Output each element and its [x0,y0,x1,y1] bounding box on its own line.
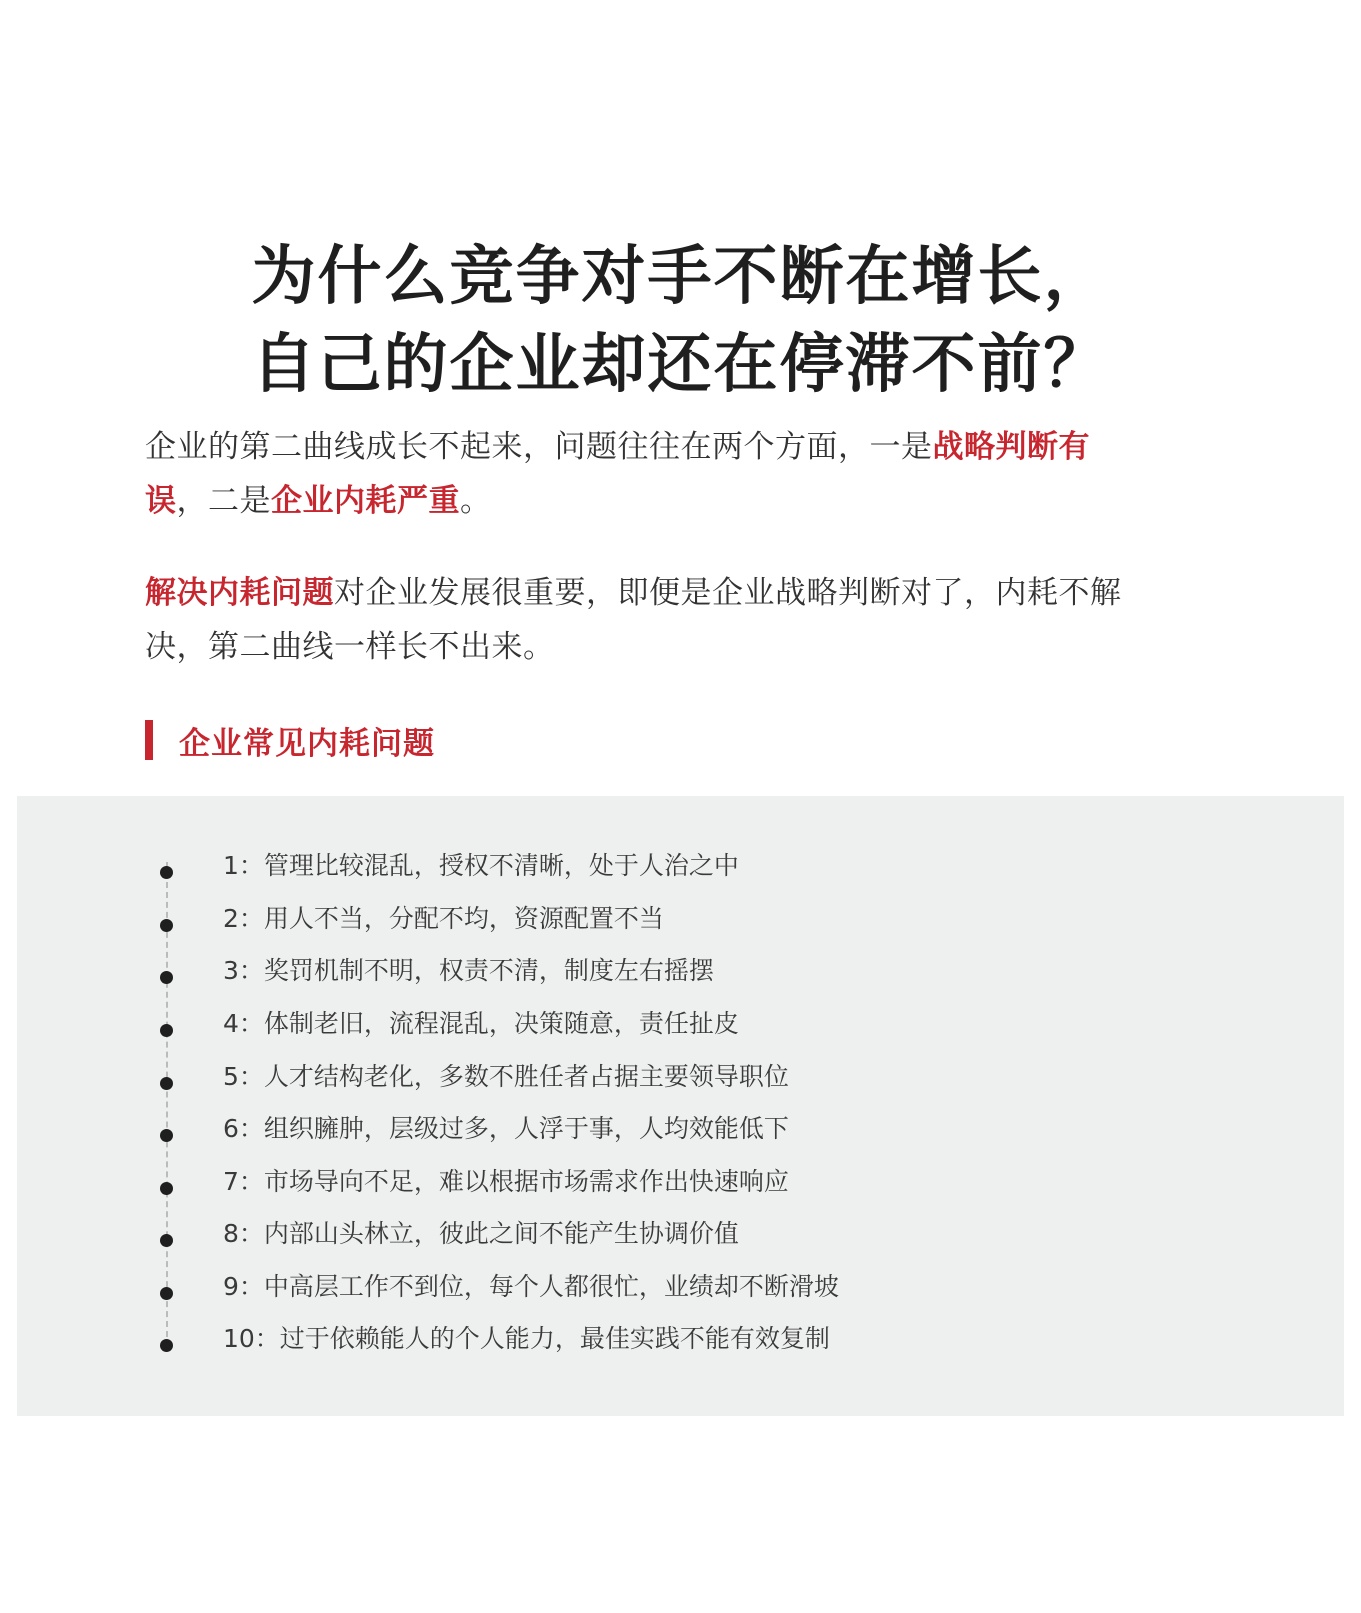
highlight-solve-friction: 解决内耗问题 [145,575,334,611]
issue-text: 10：过于依赖能人的个人能力，最佳实践不能有效复制 [223,1324,830,1353]
bullet-dot-icon [160,1077,173,1090]
intro-text: 。 [460,483,492,519]
issue-text: 4：体制老旧，流程混乱，决策随意，责任扯皮 [223,1009,739,1038]
issue-item [17,951,1217,991]
section-heading [145,720,435,760]
highlight-internal-friction: 企业内耗严重 [271,483,460,519]
intro-text: ，二是 [176,483,271,519]
bullet-dot-icon [160,1129,173,1142]
issue-item [17,1319,1217,1359]
issue-item [17,1267,1217,1307]
issue-text: 1：管理比较混乱，授权不清晰，处于人治之中 [223,851,739,880]
bullet-dot-icon [160,1182,173,1195]
highlight-strategy-error: 战略判断有误 [145,429,1090,519]
issue-item [17,1004,1217,1044]
issue-text: 2：用人不当，分配不均，资源配置不当 [223,904,664,933]
bullet-dot-icon [160,919,173,932]
bullet-dot-icon [160,1287,173,1300]
issue-panel [17,796,1344,1416]
issue-text: 6：组织臃肿，层级过多，人浮于事，人均效能低下 [223,1114,789,1143]
page-title [0,233,1361,409]
issue-item [17,899,1217,939]
issue-text: 7：市场导向不足，难以根据市场需求作出快速响应 [223,1167,789,1196]
intro-text: 企业的第二曲线成长不起来，问题往往在两个方面，一是 [145,429,933,465]
bullet-dot-icon [160,1024,173,1037]
issue-item [17,846,1217,886]
issue-item [17,1214,1217,1254]
issue-item [17,1162,1217,1202]
bullet-dot-icon [160,1339,173,1352]
section-title: 企业常见内耗问题 [179,725,435,762]
issue-item [17,1057,1217,1097]
intro-paragraph-2 [145,566,1145,674]
title-line-1: 为什么竞争对手不断在增长， [251,239,1110,314]
issue-text: 3：奖罚机制不明，权责不清，制度左右摇摆 [223,956,714,985]
issue-text: 8：内部山头林立，彼此之间不能产生协调价值 [223,1219,739,1248]
title-line-2: 自己的企业却还在停滞不前？ [251,327,1110,402]
intro-paragraph-1 [145,420,1145,528]
bullet-dot-icon [160,866,173,879]
intro-text: 对企业发展很重要，即便是企业战略判断对了，内耗不解决，第二曲线一样长不出来。 [145,575,1122,665]
bullet-dot-icon [160,1234,173,1247]
issue-text: 9：中高层工作不到位，每个人都很忙，业绩却不断滑坡 [223,1272,839,1301]
bullet-dot-icon [160,971,173,984]
issue-text: 5：人才结构老化，多数不胜任者占据主要领导职位 [223,1062,789,1091]
section-accent-bar [145,720,153,760]
issue-item [17,1109,1217,1149]
